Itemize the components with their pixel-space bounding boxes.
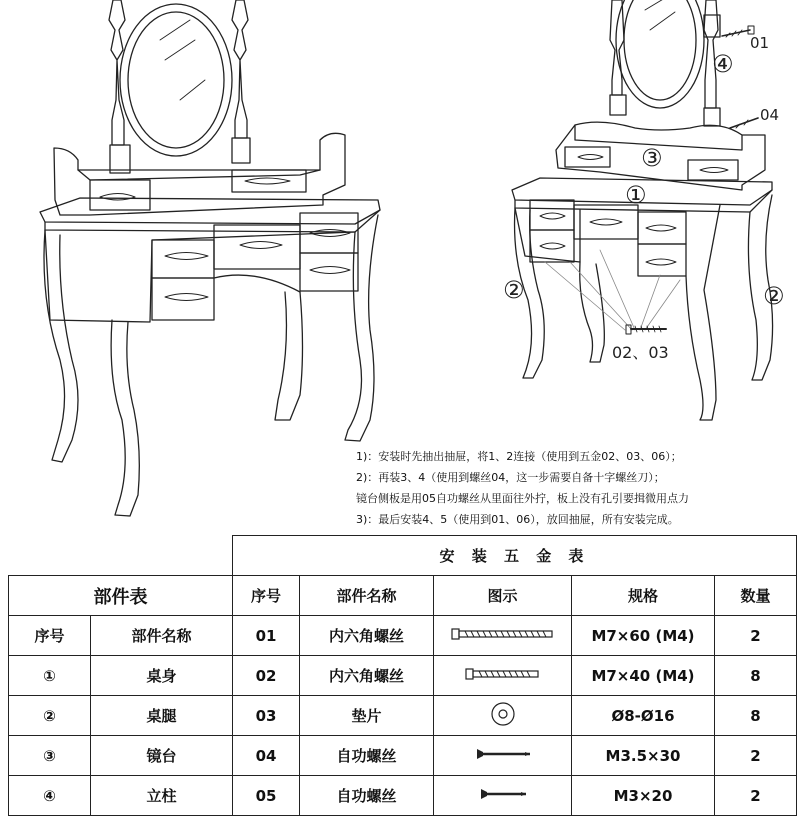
- part-label-1: ①: [625, 181, 647, 209]
- hardware-row-no: 03: [233, 696, 300, 736]
- hardware-header-diagram: 图示: [434, 576, 572, 616]
- hardware-row-name: 内六角螺丝: [300, 656, 434, 696]
- parts-table-title: 部件表: [9, 576, 233, 616]
- part-label-2-right: ②: [763, 282, 785, 310]
- parts-row-no: ②: [9, 696, 91, 736]
- hardware-table-title: 安 装 五 金 表: [233, 536, 797, 576]
- hardware-header-qty: 数量: [715, 576, 797, 616]
- hardware-row-no: 04: [233, 736, 300, 776]
- hardware-row-no: 01: [233, 616, 300, 656]
- tapping-screw-icon: [479, 787, 527, 801]
- hardware-row-qty: 2: [715, 616, 797, 656]
- hardware-row-spec: M7×60 (M4): [572, 616, 715, 656]
- parts-header-no: 序号: [9, 616, 91, 656]
- hardware-header-name: 部件名称: [300, 576, 434, 616]
- parts-row-no: ③: [9, 736, 91, 776]
- part-label-4: ④: [712, 50, 734, 78]
- blank-corner: [9, 536, 233, 576]
- hardware-row-qty: 8: [715, 656, 797, 696]
- instruction-line: 2)：再装3、4（使用到螺丝04，这一步需要自备十字螺丝刀）；: [356, 471, 665, 484]
- part-label-3: ③: [641, 144, 663, 172]
- hardware-row-name: 自功螺丝: [300, 776, 434, 816]
- hardware-row-qty: 2: [715, 776, 797, 816]
- hardware-callout-01: 01: [750, 34, 770, 52]
- instruction-line: 1)：安装时先抽出抽屉，将1、2连接（使用到五金02、03、06）；: [356, 450, 682, 463]
- hardware-header-spec: 规格: [572, 576, 715, 616]
- hardware-row-diagram: [434, 696, 572, 736]
- hardware-row-name: 自功螺丝: [300, 736, 434, 776]
- hardware-row-diagram: [434, 776, 572, 816]
- hardware-row-name: 内六角螺丝: [300, 616, 434, 656]
- hardware-row-no: 05: [233, 776, 300, 816]
- instruction-line: 3)：最后安装4、5（使用到01、06），放回抽屉，所有安装完成。: [356, 513, 679, 526]
- hardware-row-spec: M7×40 (M4): [572, 656, 715, 696]
- hardware-row-spec: M3.5×30: [572, 736, 715, 776]
- hardware-row-diagram: [434, 656, 572, 696]
- parts-row-name: 桌腿: [91, 696, 233, 736]
- washer-icon: [490, 701, 516, 727]
- parts-row-name: 桌身: [91, 656, 233, 696]
- parts-header-name: 部件名称: [91, 616, 233, 656]
- instruction-line: 镜台侧板是用05自功螺丝从里面往外拧，板上没有孔引要揖微用点力: [356, 492, 689, 505]
- hardware-row-diagram: [434, 736, 572, 776]
- hardware-row-diagram: [434, 616, 572, 656]
- hardware-row-spec: Ø8-Ø16: [572, 696, 715, 736]
- hardware-row-qty: 8: [715, 696, 797, 736]
- part-label-2-left: ②: [503, 276, 525, 304]
- hardware-callout-02-03: 02、03: [612, 343, 669, 362]
- hardware-row-qty: 2: [715, 736, 797, 776]
- hardware-row-spec: M3×20: [572, 776, 715, 816]
- long-hex-bolt-icon: [451, 626, 555, 642]
- hardware-header-no: 序号: [233, 576, 300, 616]
- parts-row-no: ①: [9, 656, 91, 696]
- assembly-instructions: [356, 446, 796, 530]
- hardware-callout-04: 04: [760, 106, 780, 124]
- parts-and-hardware-table: [8, 535, 797, 816]
- assembled-vanity-drawing: [40, 0, 380, 516]
- hardware-row-name: 垫片: [300, 696, 434, 736]
- hardware-row-no: 02: [233, 656, 300, 696]
- parts-row-name: 镜台: [91, 736, 233, 776]
- tapping-screw-icon: [475, 747, 531, 761]
- parts-row-no: ④: [9, 776, 91, 816]
- short-hex-bolt-icon: [465, 666, 541, 682]
- parts-row-name: 立柱: [91, 776, 233, 816]
